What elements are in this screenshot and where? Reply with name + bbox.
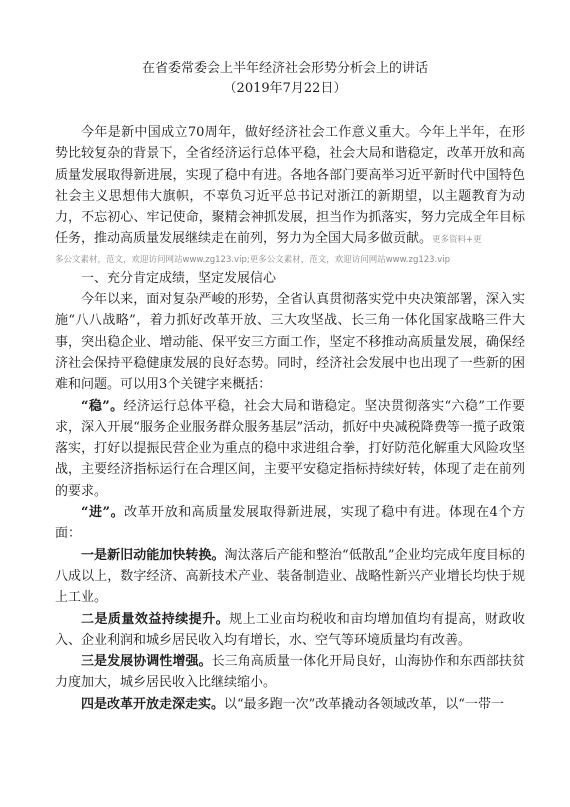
point-paragraph (55, 694, 525, 715)
watermark-inline: 更多资料+更 (432, 235, 482, 246)
point-text: 长三角高质量一体化开局良好，山海协作和东西部扶贫力度加大，城乡居民收入比继续缩小。 (55, 654, 525, 691)
document-date: （2019年7月22日） (223, 81, 347, 96)
point-text: 规上工业亩均税收和亩均增加值均有提高，财政收入、企业利润和城乡居民收入均有增长，水、空气等环境质量均有改善。 (55, 611, 525, 648)
point-paragraph (55, 609, 525, 652)
section-paragraph: 今年以来，面对复杂严峻的形势，全省认真贯彻落实党中央决策部署，深入实施“八八战略”，着力抓好改革开放、三大攻坚战、长三角一体化国家战略三件大事，突出稳企业、增动能、保平安三方面工作，坚定不移推动高质量发展，确保经济社会保持平稳健康发展的良好态势。同时，经济社会发展中也出现了一些新的困难和问题。可以用3个关键字来概括： (55, 292, 525, 393)
point-lead: 三是发展协调性增强。 (81, 654, 212, 670)
stable-text: 经济运行总体平稳，社会大局和谐稳定。坚决贯彻落实“六稳”工作要求，深入开展“服务企业服务群众服务基层”活动，抓好中央减税降费等一揽子政策落实，打好以提振民营企业为重点的稳中求进组合拳，打好防范化解重大风险攻坚战，主要经济指标运行在合理区间，主要平安稳定指标持续好转，体现了走在前列的要求。 (55, 398, 525, 499)
point-text: 淘汰落后产能和整治“低散乱”企业均完成年度目标的八成以上，数字经济、高新技术产业、装备制造业、战略性新兴产业增长均快于规上工业。 (55, 547, 525, 606)
stable-paragraph (55, 396, 525, 502)
point-lead: 四是改革开放走深走实。 (81, 696, 225, 712)
intro-paragraph (55, 122, 525, 252)
watermark-line: 多公文素材，范文，欢迎访问网站www.zg123.vip;更多公文素材，范文，欢迎访问网站www.zg123.vip (55, 254, 451, 265)
point-lead: 二是质量效益持续提升。 (81, 611, 230, 627)
intro-text: 今年是新中国成立70周年，做好经济社会工作意义重大。今年上半年，在形势比较复杂的背景下，全省经济运行总体平稳，社会大局和谐稳定，改革开放和高质量发展取得新进展，实现了稳中有进。各地各部门要高举习近平新时代中国特色社会主义思想伟大旗帜，不辜负习近平总书记对浙江的新期望，以主题教育为动力，不忘初心、牢记使命，聚精会神抓发展，担当作为抓落实，努力完成全年目标任务，推动高质量发展继续走在前列，努力为全国大局多做贡献。 (55, 125, 525, 247)
point-text: 以“最多跑一次”改革撬动各领域改革，以“一带一 (224, 696, 504, 712)
point-lead: 一是新旧动能加快转换。 (81, 547, 225, 563)
progress-paragraph (55, 502, 525, 545)
progress-lead: “进”。 (81, 505, 125, 521)
point-paragraph (55, 651, 525, 694)
point-paragraph (55, 545, 525, 609)
section-heading: 一、充分肯定成绩，坚定发展信心 (81, 270, 277, 286)
document-title: 在省委常委会上半年经济社会形势分析会上的讲话 (141, 61, 428, 76)
progress-text: 改革开放和高质量发展取得新进展，实现了稳中有进。体现在4个方面： (55, 505, 525, 542)
document-body (55, 122, 525, 715)
stable-lead: “稳”。 (81, 398, 124, 414)
